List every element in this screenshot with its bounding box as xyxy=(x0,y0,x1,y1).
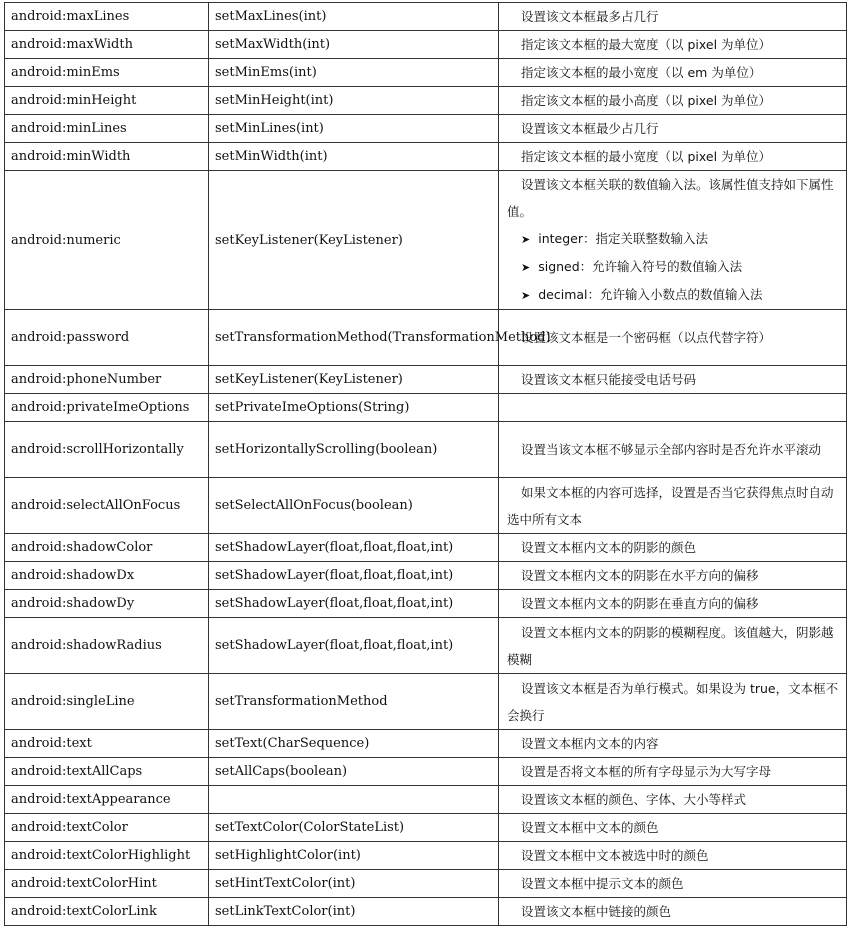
table-row xyxy=(5,590,847,618)
attribute-cell: android:minHeight xyxy=(5,87,209,115)
description-text: 指定该文本框的最大宽度（以 pixel 为单位） xyxy=(521,37,772,52)
description-text: 设置文本框内文本的阴影在垂直方向的偏移 xyxy=(521,596,759,611)
table-body xyxy=(5,3,847,926)
description-cell xyxy=(499,870,847,898)
attribute-cell: android:textColorHint xyxy=(5,870,209,898)
method-cell: setShadowLayer(float,float,float,int) xyxy=(209,534,499,562)
attribute-cell: android:maxWidth xyxy=(5,31,209,59)
method-cell: setShadowLayer(float,float,float,int) xyxy=(209,590,499,618)
method-cell: setShadowLayer(float,float,float,int) xyxy=(209,562,499,590)
table-row xyxy=(5,786,847,814)
attribute-cell: android:textColorLink xyxy=(5,898,209,926)
attribute-cell: android:phoneNumber xyxy=(5,366,209,394)
description-cell xyxy=(499,115,847,143)
table-row xyxy=(5,730,847,758)
attribute-cell: android:selectAllOnFocus xyxy=(5,478,209,534)
method-cell: setKeyListener(KeyListener) xyxy=(209,366,499,394)
description-cell xyxy=(499,87,847,115)
table-row xyxy=(5,366,847,394)
method-cell: setText(CharSequence) xyxy=(209,730,499,758)
table-row xyxy=(5,562,847,590)
arrow-bullet-icon: ➤ xyxy=(521,233,531,246)
method-cell: setHighlightColor(int) xyxy=(209,842,499,870)
attribute-cell: android:shadowDy xyxy=(5,590,209,618)
description-text: 指定该文本框的最小宽度（以 em 为单位） xyxy=(521,65,762,80)
description-text: 指定该文本框的最小高度（以 pixel 为单位） xyxy=(521,93,772,108)
description-cell xyxy=(499,143,847,171)
table-row xyxy=(5,422,847,478)
description-text: 设置该文本框最少占几行 xyxy=(521,121,659,136)
table-row xyxy=(5,171,847,310)
attribute-cell: android:text xyxy=(5,730,209,758)
attribute-cell: android:minWidth xyxy=(5,143,209,171)
table-row xyxy=(5,87,847,115)
description-text: 设置该文本框最多占几行 xyxy=(521,9,659,24)
attribute-cell: android:shadowColor xyxy=(5,534,209,562)
bullet-item xyxy=(507,281,840,309)
bullet-text: signed：允许输入符号的数值输入法 xyxy=(538,259,743,274)
attribute-cell: android:textAppearance xyxy=(5,786,209,814)
description-text: 设置该文本框的颜色、字体、大小等样式 xyxy=(521,792,747,807)
method-cell: setKeyListener(KeyListener) xyxy=(209,171,499,310)
table-row xyxy=(5,898,847,926)
description-text: 设置该文本框只能接受电话号码 xyxy=(521,372,697,387)
description-cell xyxy=(499,310,847,366)
table-row xyxy=(5,674,847,730)
attribute-cell: android:shadowDx xyxy=(5,562,209,590)
attribute-cell: android:textAllCaps xyxy=(5,758,209,786)
description-cell xyxy=(499,758,847,786)
attribute-cell: android:numeric xyxy=(5,171,209,310)
table-row xyxy=(5,618,847,674)
description-text: 设置文本框中提示文本的颜色 xyxy=(521,876,684,891)
description-cell xyxy=(499,674,847,730)
method-cell: setTransformationMethod(TransformationMethod) xyxy=(209,310,499,366)
attribute-cell: android:minEms xyxy=(5,59,209,87)
description-text: 设置该文本框中链接的颜色 xyxy=(521,904,672,919)
method-cell: setMaxLines(int) xyxy=(209,3,499,31)
bullet-item xyxy=(507,253,840,281)
description-cell xyxy=(499,814,847,842)
description-cell xyxy=(499,618,847,674)
method-cell: setShadowLayer(float,float,float,int) xyxy=(209,618,499,674)
bullet-text: decimal：允许输入小数点的数值输入法 xyxy=(538,287,763,302)
table-row xyxy=(5,534,847,562)
attribute-cell: android:singleLine xyxy=(5,674,209,730)
attribute-cell: android:password xyxy=(5,310,209,366)
method-cell: setMinHeight(int) xyxy=(209,87,499,115)
method-cell: setHorizontallyScrolling(boolean) xyxy=(209,422,499,478)
table-row xyxy=(5,870,847,898)
description-cell xyxy=(499,171,847,310)
table-row xyxy=(5,394,847,422)
method-cell: setPrivateImeOptions(String) xyxy=(209,394,499,422)
method-cell: setMinEms(int) xyxy=(209,59,499,87)
description-cell xyxy=(499,562,847,590)
description-text: 设置文本框内文本的阴影在水平方向的偏移 xyxy=(521,568,759,583)
method-cell: setLinkTextColor(int) xyxy=(209,898,499,926)
method-cell: setMinLines(int) xyxy=(209,115,499,143)
arrow-bullet-icon: ➤ xyxy=(521,289,531,302)
attribute-cell: android:maxLines xyxy=(5,3,209,31)
description-text: 如果文本框的内容可选择，设置是否当它获得焦点时自动选中所有文本 xyxy=(507,484,834,527)
attribute-cell: android:shadowRadius xyxy=(5,618,209,674)
method-cell xyxy=(209,786,499,814)
table-row xyxy=(5,814,847,842)
description-cell xyxy=(499,730,847,758)
description-cell xyxy=(499,898,847,926)
description-cell xyxy=(499,478,847,534)
attribute-cell: android:privateImeOptions xyxy=(5,394,209,422)
attribute-cell: android:textColor xyxy=(5,814,209,842)
description-cell xyxy=(499,590,847,618)
table-row xyxy=(5,842,847,870)
description-cell xyxy=(499,842,847,870)
table-row xyxy=(5,143,847,171)
description-text: 设置当该文本框不够显示全部内容时是否允许水平滚动 xyxy=(521,442,822,457)
description-text: 设置是否将文本框的所有字母显示为大写字母 xyxy=(521,764,772,779)
table-row xyxy=(5,115,847,143)
description-text: 设置文本框中文本的颜色 xyxy=(521,820,659,835)
description-text: 设置文本框内文本的阴影的颜色 xyxy=(521,540,697,555)
description-text: 设置文本框内文本的阴影的模糊程度。该值越大，阴影越模糊 xyxy=(507,624,834,667)
table-row xyxy=(5,758,847,786)
description-cell xyxy=(499,3,847,31)
table-row xyxy=(5,31,847,59)
table-row xyxy=(5,59,847,87)
method-cell: setTransformationMethod xyxy=(209,674,499,730)
description-text: 设置文本框中文本被选中时的颜色 xyxy=(521,848,709,863)
attribute-cell: android:scrollHorizontally xyxy=(5,422,209,478)
arrow-bullet-icon: ➤ xyxy=(521,261,531,274)
attribute-cell: android:textColorHighlight xyxy=(5,842,209,870)
attributes-table xyxy=(4,2,847,926)
method-cell: setHintTextColor(int) xyxy=(209,870,499,898)
description-text: 设置该文本框是一个密码框（以点代替字符） xyxy=(521,330,772,345)
table-row xyxy=(5,478,847,534)
description-text: 设置该文本框是否为单行模式。如果设为 true，文本框不会换行 xyxy=(507,680,839,723)
description-text: 指定该文本框的最小宽度（以 pixel 为单位） xyxy=(521,149,772,164)
attribute-cell: android:minLines xyxy=(5,115,209,143)
description-cell xyxy=(499,786,847,814)
method-cell: setAllCaps(boolean) xyxy=(209,758,499,786)
bullet-item xyxy=(507,225,840,253)
method-cell: setMaxWidth(int) xyxy=(209,31,499,59)
description-text: 设置文本框内文本的内容 xyxy=(521,736,659,751)
description-cell xyxy=(499,534,847,562)
description-cell xyxy=(499,366,847,394)
table-row xyxy=(5,310,847,366)
bullet-text: integer：指定关联整数输入法 xyxy=(538,231,708,246)
description-cell xyxy=(499,31,847,59)
method-cell: setSelectAllOnFocus(boolean) xyxy=(209,478,499,534)
description-cell xyxy=(499,394,847,422)
description-cell xyxy=(499,422,847,478)
method-cell: setMinWidth(int) xyxy=(209,143,499,171)
description-cell xyxy=(499,59,847,87)
table-row xyxy=(5,3,847,31)
method-cell: setTextColor(ColorStateList) xyxy=(209,814,499,842)
description-text: 设置该文本框关联的数值输入法。该属性值支持如下属性值。 xyxy=(507,177,834,219)
